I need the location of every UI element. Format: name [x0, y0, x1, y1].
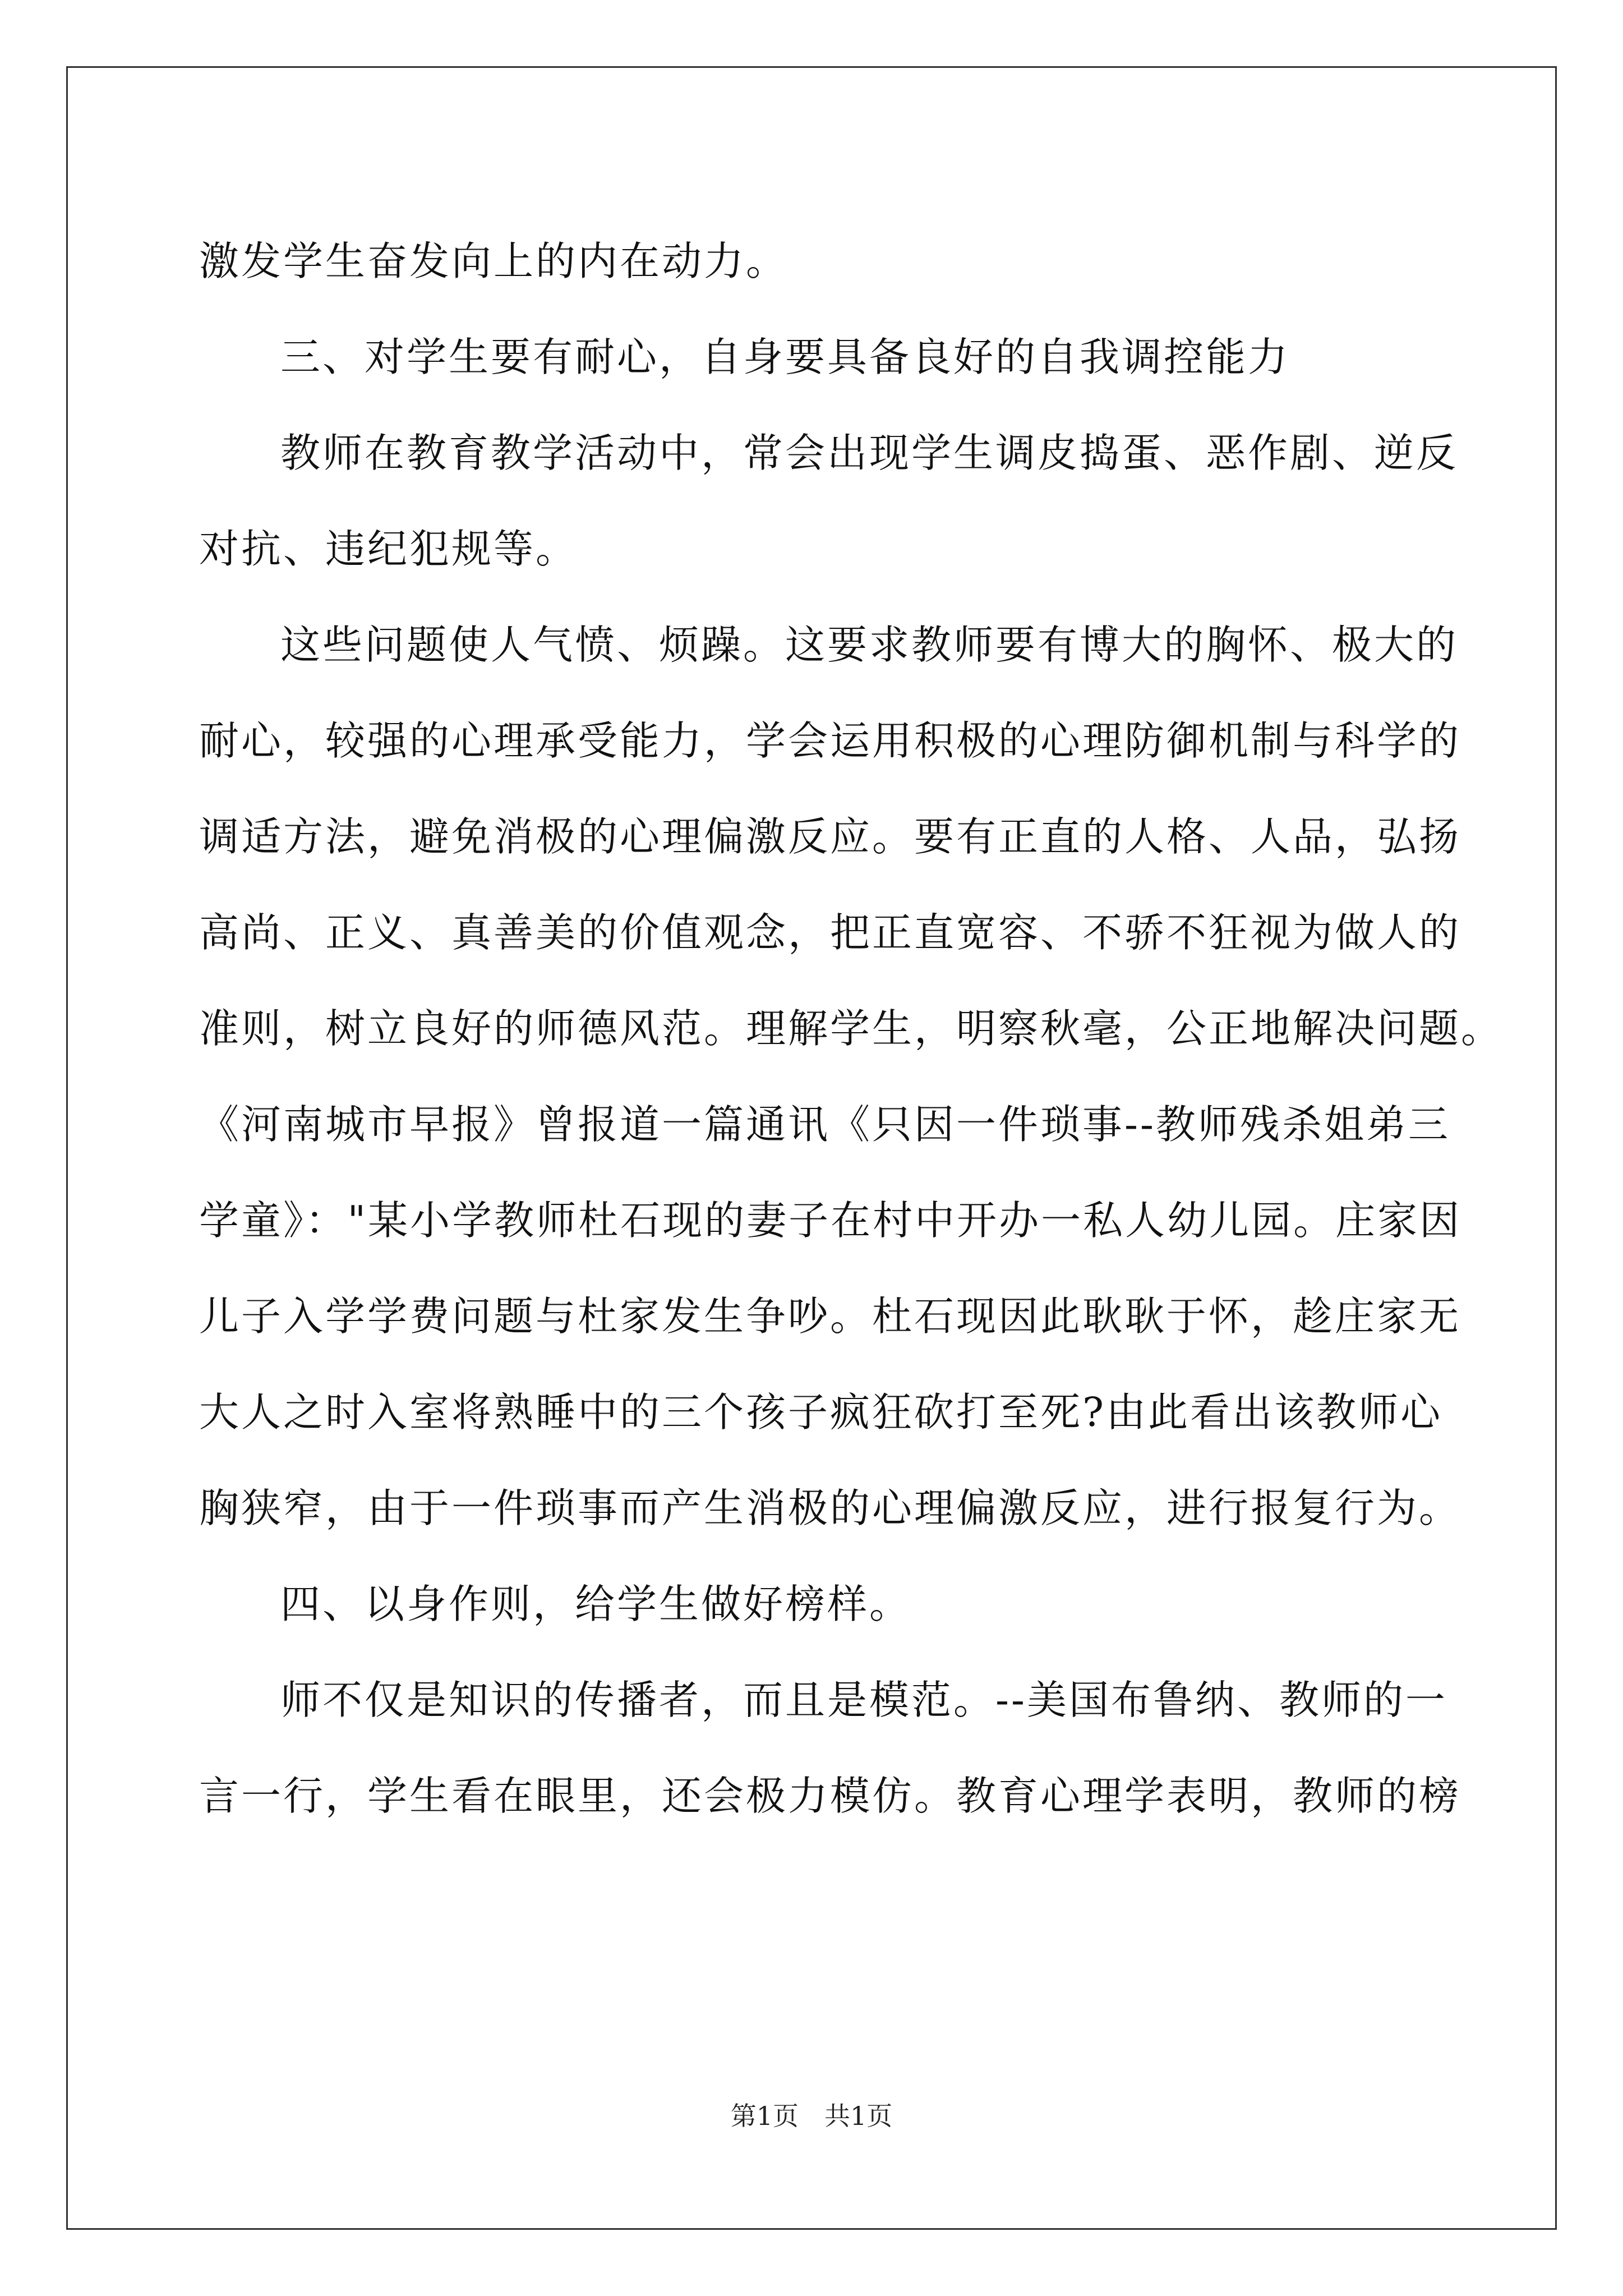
text-line: 准则，树立良好的师德风范。理解学生，明察秋毫，公正地解决问题。: [199, 1005, 1504, 1052]
text-line: 大人之时入室将熟睡中的三个孩子疯狂砍打至死?由此看出该教师心: [199, 1389, 1443, 1435]
text-line: 耐心，较强的心理承受能力，学会运用积极的心理防御机制与科学的: [199, 717, 1461, 764]
text-line: 胸狭窄，由于一件琐事而产生消极的心理偏激反应，进行报复行为。: [199, 1485, 1461, 1531]
text-line: 高尚、正义、真善美的价值观念，把正直宽容、不骄不狂视为做人的: [199, 909, 1461, 956]
text-line: 言一行，学生看在眼里，还会极力模仿。教育心理学表明，教师的榜: [199, 1773, 1461, 1819]
text-line: 儿子入学学费问题与杜家发生争吵。杜石现因此耿耿于怀，趁庄家无: [199, 1293, 1461, 1340]
page-number-footer: 第1页 共1页: [730, 2101, 893, 2131]
document-body: [199, 213, 1504, 1844]
text-line: 调适方法，避免消极的心理偏激反应。要有正直的人格、人品，弘扬: [199, 813, 1461, 860]
section-heading-4: 四、以身作则，给学生做好榜样。: [280, 1581, 912, 1627]
text-line: 对抗、违纪犯规等。: [199, 526, 578, 572]
text-line: 师不仅是知识的传播者，而且是模范。--美国布鲁纳、教师的一: [280, 1677, 1447, 1723]
text-line: 《河南城市早报》曾报道一篇通讯《只因一件琐事--教师残杀姐弟三: [199, 1101, 1450, 1148]
text-line: 教师在教育教学活动中，常会出现学生调皮捣蛋、恶作剧、逆反: [280, 430, 1459, 476]
text-line: 激发学生奋发向上的内在动力。: [199, 238, 789, 284]
text-line: 学童》："某小学教师杜石现的妻子在村中开办一私人幼儿园。庄家因: [199, 1197, 1462, 1244]
text-line: 这些问题使人气愤、烦躁。这要求教师要有博大的胸怀、极大的: [280, 622, 1459, 668]
section-heading-3: 三、对学生要有耐心，自身要具备良好的自我调控能力: [280, 334, 1290, 380]
